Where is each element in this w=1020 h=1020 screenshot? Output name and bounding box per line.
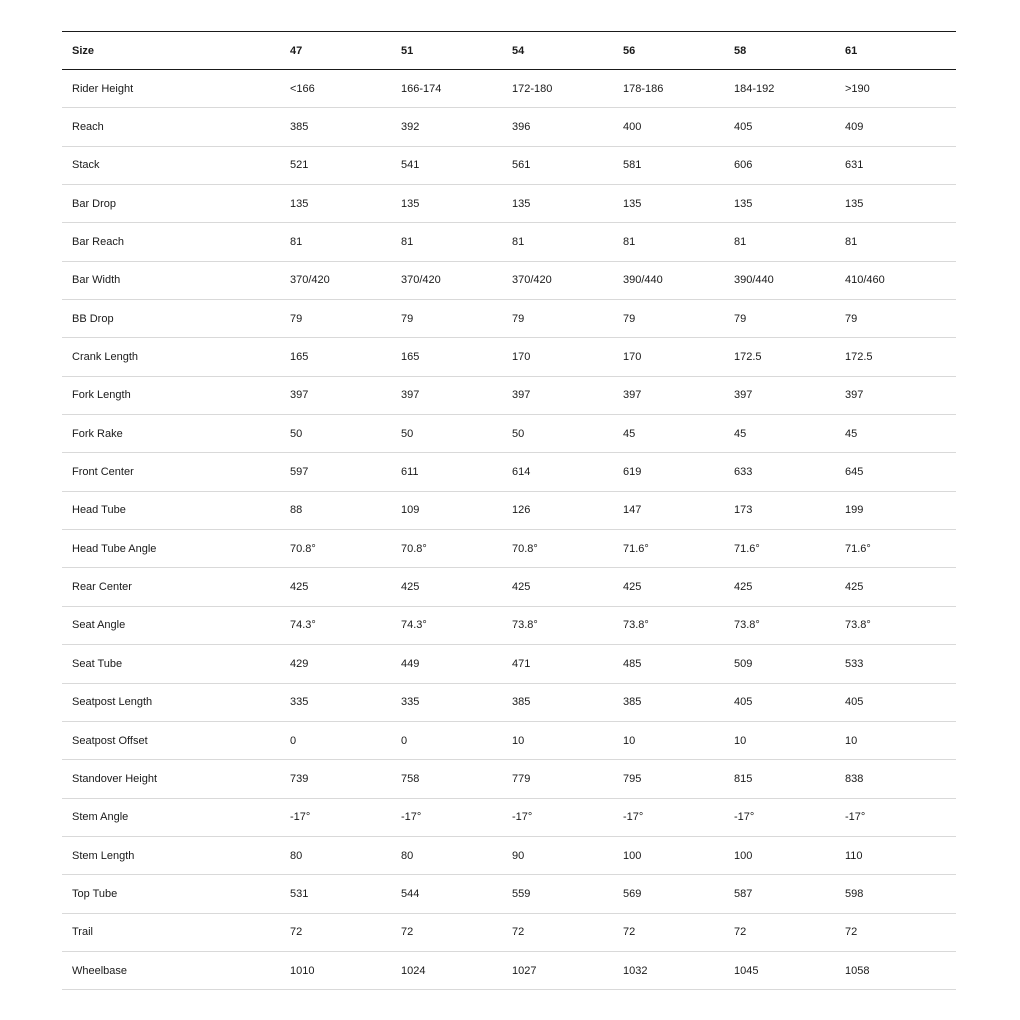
table-row [62,453,956,491]
cell-value: 50 [290,415,401,453]
cell-value: 385 [623,683,734,721]
cell-value: 1027 [512,951,623,989]
cell-value: 80 [290,836,401,874]
cell-value: 166-174 [401,70,512,108]
cell-value: 79 [401,300,512,338]
row-label: Bar Reach [62,223,290,261]
cell-value: 110 [845,836,956,874]
cell-value: 100 [734,836,845,874]
cell-value: 739 [290,760,401,798]
cell-value: 109 [401,491,512,529]
cell-value: <166 [290,70,401,108]
cell-value: -17° [845,798,956,836]
cell-value: 79 [623,300,734,338]
cell-value: 429 [290,645,401,683]
cell-value: 471 [512,645,623,683]
cell-value: 392 [401,108,512,146]
cell-value: 147 [623,491,734,529]
cell-value: 1032 [623,951,734,989]
cell-value: 72 [623,913,734,951]
cell-value: 172-180 [512,70,623,108]
row-label: Bar Drop [62,185,290,223]
table-row [62,185,956,223]
cell-value: 81 [401,223,512,261]
cell-value: 409 [845,108,956,146]
cell-value: 400 [623,108,734,146]
header-size-54: 54 [512,32,623,70]
row-label: Head Tube Angle [62,530,290,568]
cell-value: 90 [512,836,623,874]
table-body [62,70,956,990]
cell-value: 485 [623,645,734,683]
row-label: Fork Rake [62,415,290,453]
cell-value: 838 [845,760,956,798]
table-row [62,530,956,568]
header-size-51: 51 [401,32,512,70]
cell-value: 405 [734,108,845,146]
table-row [62,721,956,759]
cell-value: 170 [512,338,623,376]
header-size-56: 56 [623,32,734,70]
cell-value: 74.3° [401,606,512,644]
cell-value: 335 [290,683,401,721]
table-row [62,875,956,913]
cell-value: 425 [623,568,734,606]
cell-value: 73.8° [512,606,623,644]
cell-value: 606 [734,146,845,184]
table-row [62,913,956,951]
cell-value: 178-186 [623,70,734,108]
cell-value: 70.8° [512,530,623,568]
cell-value: 396 [512,108,623,146]
cell-value: 10 [623,721,734,759]
table-row [62,70,956,108]
cell-value: 72 [845,913,956,951]
header-row [62,32,956,70]
cell-value: 79 [845,300,956,338]
cell-value: 199 [845,491,956,529]
cell-value: 72 [512,913,623,951]
table-row [62,760,956,798]
cell-value: 135 [845,185,956,223]
cell-value: 779 [512,760,623,798]
table-row [62,798,956,836]
cell-value: 81 [290,223,401,261]
cell-value: 126 [512,491,623,529]
cell-value: 370/420 [512,261,623,299]
cell-value: 72 [290,913,401,951]
cell-value: 758 [401,760,512,798]
row-label: Rear Center [62,568,290,606]
cell-value: 370/420 [401,261,512,299]
geometry-table [62,31,956,990]
cell-value: 184-192 [734,70,845,108]
cell-value: 581 [623,146,734,184]
cell-value: 73.8° [734,606,845,644]
cell-value: 88 [290,491,401,529]
cell-value: 449 [401,645,512,683]
table-row [62,338,956,376]
row-label: Front Center [62,453,290,491]
cell-value: 397 [290,376,401,414]
cell-value: 71.6° [734,530,845,568]
cell-value: 397 [401,376,512,414]
cell-value: 633 [734,453,845,491]
table-row [62,376,956,414]
header-size-61: 61 [845,32,956,70]
header-size-58: 58 [734,32,845,70]
cell-value: 71.6° [623,530,734,568]
header-size-47: 47 [290,32,401,70]
cell-value: 72 [734,913,845,951]
row-label: Seatpost Length [62,683,290,721]
cell-value: 73.8° [623,606,734,644]
cell-value: 425 [401,568,512,606]
cell-value: 397 [845,376,956,414]
cell-value: 165 [290,338,401,376]
cell-value: 1024 [401,951,512,989]
cell-value: 135 [512,185,623,223]
cell-value: 70.8° [401,530,512,568]
cell-value: 335 [401,683,512,721]
cell-value: 10 [734,721,845,759]
table-row [62,146,956,184]
cell-value: 135 [401,185,512,223]
table-row [62,683,956,721]
header-size-label: Size [62,32,290,70]
table-row [62,108,956,146]
cell-value: 611 [401,453,512,491]
table-row [62,836,956,874]
cell-value: 80 [401,836,512,874]
row-label: Stack [62,146,290,184]
cell-value: 0 [290,721,401,759]
cell-value: 1010 [290,951,401,989]
row-label: Crank Length [62,338,290,376]
table-row [62,645,956,683]
cell-value: 597 [290,453,401,491]
cell-value: 74.3° [290,606,401,644]
table-row [62,491,956,529]
cell-value: 50 [512,415,623,453]
cell-value: 631 [845,146,956,184]
cell-value: 173 [734,491,845,529]
cell-value: 370/420 [290,261,401,299]
row-label: Stem Length [62,836,290,874]
cell-value: 397 [734,376,845,414]
row-label: Head Tube [62,491,290,529]
cell-value: 405 [845,683,956,721]
cell-value: 559 [512,875,623,913]
cell-value: 72 [401,913,512,951]
cell-value: 425 [290,568,401,606]
cell-value: 397 [512,376,623,414]
cell-value: 79 [734,300,845,338]
cell-value: 1045 [734,951,845,989]
row-label: Seat Tube [62,645,290,683]
cell-value: 165 [401,338,512,376]
cell-value: 1058 [845,951,956,989]
cell-value: 521 [290,146,401,184]
table-row [62,606,956,644]
cell-value: 614 [512,453,623,491]
cell-value: 45 [845,415,956,453]
row-label: Reach [62,108,290,146]
cell-value: 561 [512,146,623,184]
row-label: BB Drop [62,300,290,338]
cell-value: 544 [401,875,512,913]
table-row [62,951,956,989]
cell-value: -17° [623,798,734,836]
row-label: Rider Height [62,70,290,108]
cell-value: 425 [845,568,956,606]
cell-value: 390/440 [623,261,734,299]
row-label: Stem Angle [62,798,290,836]
cell-value: 405 [734,683,845,721]
cell-value: 385 [512,683,623,721]
cell-value: -17° [290,798,401,836]
cell-value: 509 [734,645,845,683]
cell-value: 533 [845,645,956,683]
row-label: Fork Length [62,376,290,414]
cell-value: 172.5 [734,338,845,376]
table-row [62,223,956,261]
cell-value: 385 [290,108,401,146]
table-row [62,261,956,299]
cell-value: 45 [734,415,845,453]
cell-value: 390/440 [734,261,845,299]
cell-value: 45 [623,415,734,453]
cell-value: 81 [845,223,956,261]
cell-value: 397 [623,376,734,414]
cell-value: 410/460 [845,261,956,299]
cell-value: 619 [623,453,734,491]
cell-value: 795 [623,760,734,798]
cell-value: 50 [401,415,512,453]
table-row [62,415,956,453]
cell-value: 645 [845,453,956,491]
cell-value: 81 [734,223,845,261]
cell-value: 10 [512,721,623,759]
cell-value: 172.5 [845,338,956,376]
cell-value: >190 [845,70,956,108]
cell-value: 425 [734,568,845,606]
cell-value: -17° [734,798,845,836]
cell-value: 73.8° [845,606,956,644]
row-label: Trail [62,913,290,951]
cell-value: 81 [512,223,623,261]
row-label: Wheelbase [62,951,290,989]
cell-value: 135 [623,185,734,223]
cell-value: 541 [401,146,512,184]
cell-value: -17° [512,798,623,836]
cell-value: -17° [401,798,512,836]
cell-value: 81 [623,223,734,261]
cell-value: 170 [623,338,734,376]
cell-value: 815 [734,760,845,798]
cell-value: 569 [623,875,734,913]
row-label: Bar Width [62,261,290,299]
row-label: Top Tube [62,875,290,913]
cell-value: 70.8° [290,530,401,568]
cell-value: 135 [290,185,401,223]
cell-value: 79 [290,300,401,338]
table-row [62,300,956,338]
row-label: Seatpost Offset [62,721,290,759]
cell-value: 71.6° [845,530,956,568]
cell-value: 598 [845,875,956,913]
cell-value: 10 [845,721,956,759]
cell-value: 425 [512,568,623,606]
cell-value: 135 [734,185,845,223]
cell-value: 79 [512,300,623,338]
row-label: Standover Height [62,760,290,798]
cell-value: 0 [401,721,512,759]
cell-value: 531 [290,875,401,913]
table-row [62,568,956,606]
cell-value: 100 [623,836,734,874]
cell-value: 587 [734,875,845,913]
row-label: Seat Angle [62,606,290,644]
